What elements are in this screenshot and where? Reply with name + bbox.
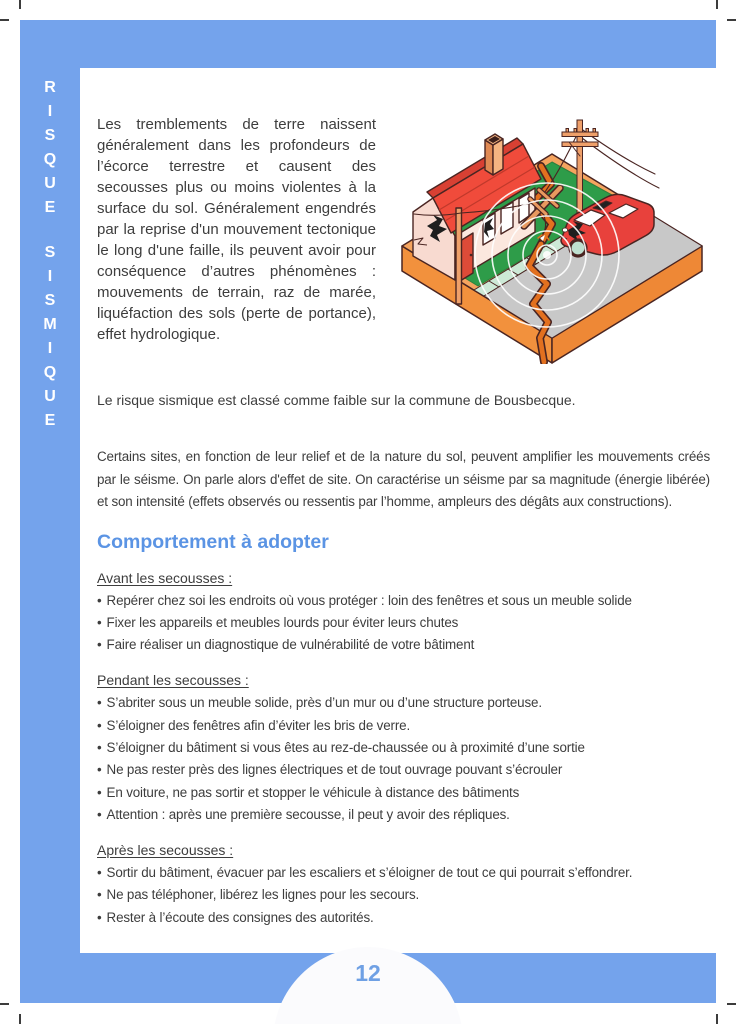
intro-row	[97, 114, 710, 364]
crop-mark	[0, 1003, 9, 1005]
content-area	[80, 68, 716, 953]
section-list	[97, 590, 710, 657]
list-item: • S’éloigner des fenêtres afin d’éviter les bris de verre.	[97, 717, 411, 733]
behaviour-heading: Comportement à adopter	[97, 530, 329, 553]
section-apres-secousses	[97, 839, 710, 929]
bullet-icon: •	[97, 695, 102, 711]
risk-classification-line: Le risque sismique est classé comme faible sur la commune de Bousbecque.	[97, 392, 576, 408]
bullet-icon: •	[97, 614, 102, 630]
section-title: Après les secousses :	[97, 842, 234, 859]
list-item: • Faire réaliser un diagnostique de vulnérabilité de votre bâtiment	[97, 637, 475, 653]
bullet-icon: •	[97, 806, 102, 822]
list-item: • S’abriter sous un meuble solide, près d’un mur ou d’une structure porteuse.	[97, 695, 542, 711]
bullet-icon: •	[97, 762, 102, 778]
section-title: Avant les secousses :	[97, 569, 233, 586]
crop-mark	[19, 1014, 21, 1024]
section-avant-secousses	[97, 567, 710, 657]
sidebar-word-risque: R I S Q U E	[43, 79, 57, 216]
sidebar-risk-title	[20, 68, 80, 433]
list-item: • En voiture, ne pas sortir et stopper le véhicule à distance des bâtiments	[97, 784, 520, 800]
page-frame	[20, 20, 716, 1003]
bullet-icon: •	[97, 739, 102, 755]
list-item: • Attention : après une première secousse, il peut y avoir des répliques.	[97, 806, 510, 822]
list-item: • Rester à l’écoute des consignes des autorités.	[97, 909, 374, 925]
crop-mark	[727, 1003, 736, 1005]
sidebar-word-sismique: S I S M I Q U E	[43, 244, 57, 429]
bullet-icon: •	[97, 865, 102, 881]
list-item: • S’éloigner du bâtiment si vous êtes au rez-de-chaussée ou à proximité d’une sortie	[97, 739, 585, 755]
crop-mark	[19, 0, 21, 9]
crop-mark	[727, 19, 736, 21]
bullet-icon: •	[97, 717, 102, 733]
bullet-icon: •	[97, 784, 102, 800]
list-item: • Sortir du bâtiment, évacuer par les escaliers et s’éloigner de tout ce qui pourrait s’effondrer.	[97, 865, 633, 881]
crop-mark	[716, 1014, 718, 1024]
list-item: • Ne pas rester près des lignes électriques et de tout ouvrage pouvant s’écrouler	[97, 762, 563, 778]
list-item: • Fixer les appareils et meubles lourds pour éviter leurs chutes	[97, 614, 459, 630]
bullet-icon: •	[97, 909, 102, 925]
page-number: 12	[355, 960, 381, 986]
intro-paragraph: Les tremblements de terre naissent généralement dans les profondeurs de l’écorce terrestre et causent des secousses plus ou moins violentes à la surface du sol. Généralement engendrés par la reprise d'un mouvement tectonique le long d'une faille, ils peuvent avoir pour conséquence d’autres phénomènes : mouvements de terrain, raz de marée, liquéfaction des sols (perte de portance), effet hydrologique.	[97, 116, 376, 343]
crop-mark	[0, 19, 9, 21]
section-list	[97, 692, 710, 826]
list-item: • Repérer chez soi les endroits où vous protéger : loin des fenêtres et sous un meuble solide	[97, 592, 632, 608]
section-title: Pendant les secousses :	[97, 672, 249, 689]
section-pendant-secousses	[97, 669, 710, 826]
list-item: • Ne pas téléphoner, libérez les lignes pour les secours.	[97, 887, 420, 903]
earthquake-illustration-icon	[396, 114, 708, 364]
crop-mark	[716, 0, 718, 9]
section-list	[97, 862, 710, 929]
bullet-icon: •	[97, 637, 102, 653]
site-effect-paragraph: Certains sites, en fonction de leur relief et de la nature du sol, peuvent amplifier les mouvements créés par le séisme. On parle alors d'effet de site. On caractérise un séisme par sa magnitude (énergie libérée) et son intensité (effets observés ou ressentis par l’homme, ampleurs des dégâts aux constructions).	[97, 449, 710, 509]
bullet-icon: •	[97, 887, 102, 903]
bullet-icon: •	[97, 592, 102, 608]
